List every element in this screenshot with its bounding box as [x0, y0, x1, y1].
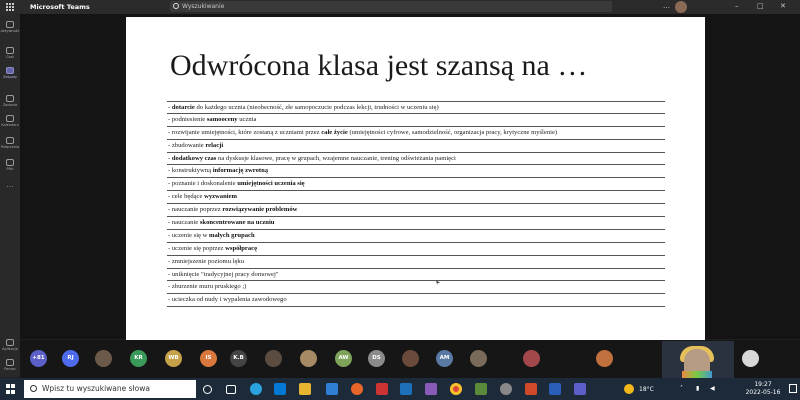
rail-label: Czat: [6, 55, 14, 59]
search-placeholder: Wyszukiwanie: [182, 3, 225, 10]
rail-item-teams[interactable]: [0, 64, 20, 86]
item-text: - zburzenie muru pruskiego ;): [168, 283, 247, 291]
item-text: do każdego ucznia (nieobecność, złe samopoczucie podczas lekcji, trudności w uczeniu się): [194, 104, 439, 111]
participant-avatar[interactable]: +81: [30, 350, 47, 367]
rail-label: Zadania: [2, 103, 18, 107]
taskbar-search-placeholder: Wpisz tu wyszukiwane słowa: [42, 384, 151, 393]
rail-label: Kalendarz: [1, 123, 19, 127]
item-bold-text: dodatkowy czas: [171, 154, 217, 162]
participant-avatar[interactable]: [523, 350, 540, 367]
slide-list-item: [167, 165, 665, 178]
search-icon: [30, 385, 37, 392]
rail-label: Aplikacje: [2, 347, 18, 351]
assignments-icon: [6, 95, 14, 102]
item-bold-text: umiejętności uczenia się: [237, 180, 305, 188]
minimize-icon[interactable]: –: [735, 2, 739, 10]
file-explorer-icon[interactable]: [299, 383, 311, 395]
participant-avatar[interactable]: WB: [165, 350, 182, 367]
item-text: - uczenie się poprzez: [168, 244, 226, 252]
rail-label: Pliki: [6, 167, 14, 171]
participant-avatar[interactable]: [742, 350, 759, 367]
help-icon: [6, 359, 14, 366]
slide-title: Odwrócona klasa jest szansą na …: [170, 49, 588, 82]
rail-item-calls[interactable]: [0, 134, 20, 156]
windows-start-icon[interactable]: [6, 384, 16, 394]
cortana-icon[interactable]: [203, 385, 212, 394]
item-text: - rozwijanie umiejętności, które zostaną z uczniami przez: [168, 128, 322, 136]
mail-icon[interactable]: [326, 383, 338, 395]
teams-app-icon[interactable]: [574, 383, 586, 395]
rail-label: Połączenia: [0, 145, 20, 149]
rail-more-icon[interactable]: …: [6, 181, 14, 189]
rail-item-help[interactable]: [0, 356, 20, 378]
rail-item-assignments[interactable]: [0, 92, 20, 114]
participant-avatar[interactable]: [596, 350, 613, 367]
slide-list-item: [167, 243, 665, 256]
slide-list-item: [167, 178, 665, 191]
slide-list-item: [167, 281, 665, 294]
more-options-icon[interactable]: …: [663, 2, 670, 10]
calendar-icon: [6, 115, 14, 122]
participant-avatar[interactable]: AW: [335, 350, 352, 367]
maximize-icon[interactable]: □: [757, 2, 764, 10]
chrome-icon[interactable]: [450, 383, 462, 395]
item-bold-text: rozwiązywanie problemów: [222, 206, 298, 214]
participant-avatar[interactable]: [265, 350, 282, 367]
bell-icon: [6, 21, 14, 28]
chat-icon: [6, 47, 14, 54]
app-launcher-icon[interactable]: [6, 3, 14, 11]
item-text: - nauczanie poprzez: [168, 206, 223, 214]
rail-label: Pomoc: [4, 367, 16, 371]
title-bar: [0, 0, 800, 14]
item-bold-text: samooceny: [206, 115, 238, 123]
slide-list-item: [167, 256, 665, 269]
pdf-icon[interactable]: [376, 383, 388, 395]
item-text: - konstruktywną: [168, 167, 213, 175]
item-bold-text: relacji: [205, 141, 224, 149]
weather-icon: [624, 384, 634, 394]
video-scarf: [682, 371, 712, 378]
participant-avatar[interactable]: [402, 350, 419, 367]
office-icon[interactable]: [525, 383, 537, 395]
item-text: - uniknięcie "tradycyjnej pracy domowej": [168, 270, 279, 278]
rail-label: Zespoły: [3, 75, 17, 79]
apps-icon: [6, 339, 14, 346]
slide-list-item: [167, 294, 665, 307]
item-bold-text: wyzwaniem: [204, 193, 238, 201]
windows-taskbar: [0, 378, 800, 400]
slide-list-item: [167, 127, 665, 140]
item-text: - ucieczka od nudy i wypalenia zawodowego: [168, 296, 287, 304]
firefox-icon[interactable]: [351, 383, 363, 395]
participant-avatar[interactable]: [95, 350, 112, 367]
slide-list-item: [167, 191, 665, 204]
participant-avatar[interactable]: RJ: [62, 350, 79, 367]
slide-list-item: [167, 140, 665, 153]
rail-item-calendar[interactable]: [0, 112, 20, 134]
rail-item-files[interactable]: [0, 156, 20, 178]
taskbar-search-input[interactable]: [24, 380, 196, 398]
slide-list-item: [167, 230, 665, 243]
files-icon: [6, 159, 14, 166]
network-icon[interactable]: ▮: [696, 385, 700, 392]
app-icon[interactable]: [400, 383, 412, 395]
slide-list-item: [167, 217, 665, 230]
item-text: - nauczanie: [168, 219, 200, 227]
app-title: Microsoft Teams: [30, 3, 90, 11]
search-input[interactable]: [170, 1, 612, 12]
participant-avatar[interactable]: K.B: [230, 350, 247, 367]
slide-list: [167, 101, 665, 307]
item-text: (umiejętności cyfrowe, samodzielność, organizacja pracy, krytyczne myślenie): [347, 128, 558, 136]
app-rail: [0, 14, 20, 377]
slide-list-item: [167, 204, 665, 217]
weather-temperature[interactable]: 18°C: [639, 386, 654, 393]
participant-avatar[interactable]: [470, 350, 487, 367]
volume-icon[interactable]: ◀: [710, 385, 715, 392]
clock-time: 19:27: [754, 381, 772, 388]
participant-avatar[interactable]: [300, 350, 317, 367]
rail-item-apps[interactable]: [0, 336, 20, 358]
clock-date: 2022-05-16: [745, 389, 781, 396]
profile-avatar[interactable]: [675, 1, 687, 13]
item-text: - podniesienie: [168, 115, 207, 123]
participant-avatar[interactable]: AM: [436, 350, 453, 367]
search-icon: [173, 3, 179, 9]
taskbar-clock[interactable]: [738, 381, 788, 397]
teams-icon: [6, 67, 14, 74]
slide-list-item: [167, 269, 665, 282]
calls-icon: [6, 137, 14, 144]
rail-item-chat[interactable]: [0, 44, 20, 66]
edge-icon[interactable]: [250, 383, 262, 395]
item-bold-text: dotarcie: [171, 104, 195, 111]
item-bold-text: małych grupach: [209, 231, 255, 239]
item-text: - uczenie się w: [168, 231, 210, 239]
app-icon[interactable]: [425, 383, 437, 395]
item-text: - zbudowanie: [168, 141, 206, 149]
participant-avatar[interactable]: IS: [200, 350, 217, 367]
tray-chevron-icon[interactable]: ˄: [680, 385, 683, 392]
item-bold-text: całe życie: [321, 128, 348, 136]
app-icon[interactable]: [475, 383, 487, 395]
notifications-icon[interactable]: [789, 384, 797, 393]
item-text: na dyskusje klasowe, pracę w grupach, wzajemne nauczanie, trening odświeżania pamięci: [216, 154, 456, 162]
item-bold-text: skoncentrowane na uczniu: [199, 219, 275, 227]
item-text: -: [168, 104, 172, 111]
app-icon[interactable]: [500, 383, 512, 395]
close-icon[interactable]: ✕: [780, 2, 786, 10]
participant-video[interactable]: [662, 341, 734, 378]
slide-list-item: [167, 101, 665, 114]
participant-avatar[interactable]: KR: [130, 350, 147, 367]
shared-slide: [126, 17, 705, 340]
item-bold-text: informację zwrotną: [212, 167, 269, 175]
item-bold-text: współpracę: [225, 244, 257, 252]
rail-item-activity[interactable]: [0, 18, 20, 40]
item-text: -: [168, 154, 172, 162]
item-text: - poznanie i doskonalenie: [168, 180, 238, 188]
word-icon[interactable]: [549, 383, 561, 395]
slide-list-item: [167, 114, 665, 127]
item-text: ucznia: [237, 115, 257, 123]
store-icon[interactable]: [274, 383, 286, 395]
task-view-icon[interactable]: [226, 385, 236, 394]
rail-label: Aktywność: [0, 29, 20, 33]
participant-avatar[interactable]: DS: [368, 350, 385, 367]
slide-list-item: [167, 153, 665, 166]
item-text: - cele będące: [168, 193, 205, 201]
item-text: - zmniejszenie poziomu lęku: [168, 257, 244, 265]
participant-gallery: [20, 340, 800, 378]
